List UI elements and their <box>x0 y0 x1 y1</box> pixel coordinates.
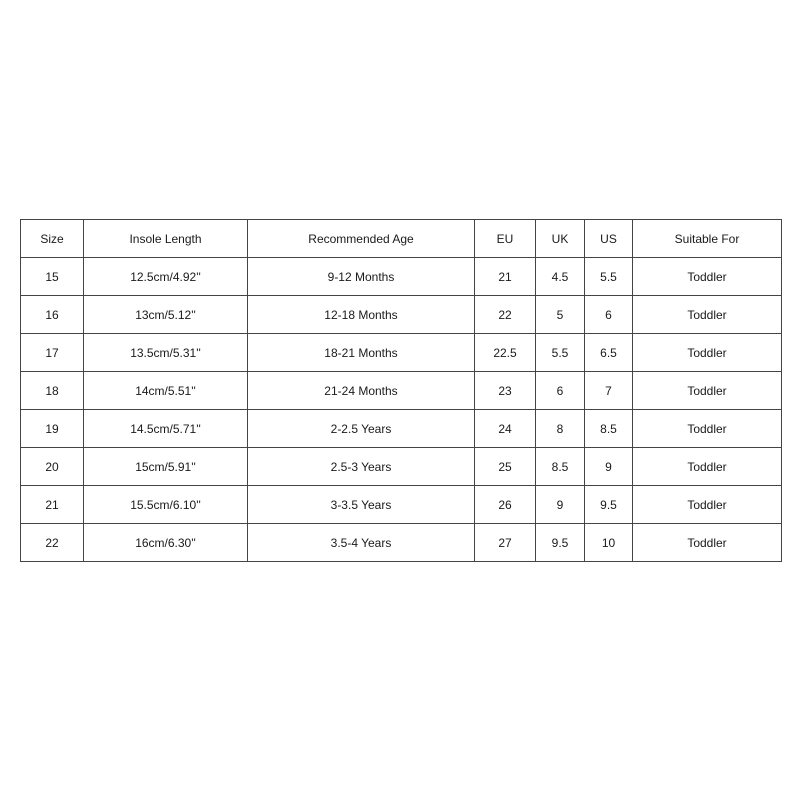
cell-size: 18 <box>21 372 84 410</box>
header-insole-length: Insole Length <box>84 220 248 258</box>
cell-suitable-for: Toddler <box>633 486 782 524</box>
cell-us: 5.5 <box>585 258 633 296</box>
cell-insole-length: 14cm/5.51'' <box>84 372 248 410</box>
table-row <box>21 372 782 410</box>
cell-eu: 23 <box>475 372 536 410</box>
cell-uk: 5.5 <box>536 334 585 372</box>
table-row <box>21 296 782 334</box>
cell-recommended-age: 12-18 Months <box>248 296 475 334</box>
cell-size: 15 <box>21 258 84 296</box>
cell-us: 6 <box>585 296 633 334</box>
cell-eu: 25 <box>475 448 536 486</box>
cell-size: 19 <box>21 410 84 448</box>
cell-suitable-for: Toddler <box>633 524 782 562</box>
cell-size: 22 <box>21 524 84 562</box>
header-row <box>21 220 782 258</box>
cell-suitable-for: Toddler <box>633 258 782 296</box>
cell-us: 6.5 <box>585 334 633 372</box>
cell-recommended-age: 21-24 Months <box>248 372 475 410</box>
cell-eu: 22.5 <box>475 334 536 372</box>
table-row <box>21 486 782 524</box>
cell-insole-length: 15.5cm/6.10'' <box>84 486 248 524</box>
cell-suitable-for: Toddler <box>633 448 782 486</box>
cell-us: 9.5 <box>585 486 633 524</box>
cell-insole-length: 12.5cm/4.92'' <box>84 258 248 296</box>
cell-suitable-for: Toddler <box>633 334 782 372</box>
cell-us: 9 <box>585 448 633 486</box>
cell-insole-length: 13cm/5.12'' <box>84 296 248 334</box>
cell-size: 20 <box>21 448 84 486</box>
header-recommended-age: Recommended Age <box>248 220 475 258</box>
cell-uk: 8 <box>536 410 585 448</box>
cell-eu: 22 <box>475 296 536 334</box>
table-row <box>21 524 782 562</box>
cell-insole-length: 15cm/5.91'' <box>84 448 248 486</box>
header-uk: UK <box>536 220 585 258</box>
cell-insole-length: 16cm/6.30'' <box>84 524 248 562</box>
cell-uk: 9 <box>536 486 585 524</box>
cell-insole-length: 13.5cm/5.31'' <box>84 334 248 372</box>
cell-uk: 5 <box>536 296 585 334</box>
cell-uk: 4.5 <box>536 258 585 296</box>
cell-size: 21 <box>21 486 84 524</box>
cell-recommended-age: 18-21 Months <box>248 334 475 372</box>
cell-us: 8.5 <box>585 410 633 448</box>
cell-suitable-for: Toddler <box>633 372 782 410</box>
cell-recommended-age: 3-3.5 Years <box>248 486 475 524</box>
cell-insole-length: 14.5cm/5.71'' <box>84 410 248 448</box>
header-size: Size <box>21 220 84 258</box>
cell-recommended-age: 2-2.5 Years <box>248 410 475 448</box>
cell-suitable-for: Toddler <box>633 410 782 448</box>
size-chart-table <box>20 219 782 562</box>
header-eu: EU <box>475 220 536 258</box>
cell-recommended-age: 9-12 Months <box>248 258 475 296</box>
cell-eu: 26 <box>475 486 536 524</box>
table-row <box>21 410 782 448</box>
header-us: US <box>585 220 633 258</box>
table-row <box>21 334 782 372</box>
table-row <box>21 448 782 486</box>
cell-recommended-age: 2.5-3 Years <box>248 448 475 486</box>
cell-us: 7 <box>585 372 633 410</box>
cell-uk: 8.5 <box>536 448 585 486</box>
cell-recommended-age: 3.5-4 Years <box>248 524 475 562</box>
cell-size: 16 <box>21 296 84 334</box>
cell-eu: 27 <box>475 524 536 562</box>
cell-size: 17 <box>21 334 84 372</box>
cell-eu: 24 <box>475 410 536 448</box>
cell-eu: 21 <box>475 258 536 296</box>
cell-uk: 6 <box>536 372 585 410</box>
cell-uk: 9.5 <box>536 524 585 562</box>
table-row <box>21 258 782 296</box>
cell-us: 10 <box>585 524 633 562</box>
header-suitable-for: Suitable For <box>633 220 782 258</box>
cell-suitable-for: Toddler <box>633 296 782 334</box>
